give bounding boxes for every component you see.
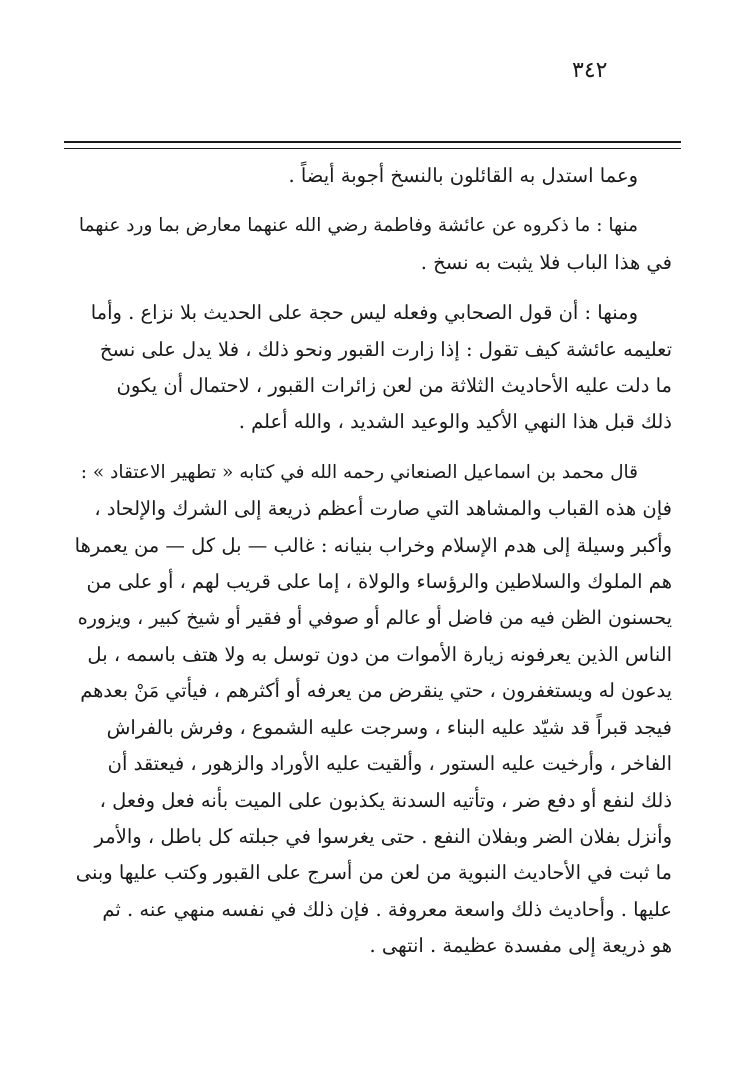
text-line: ما ثبت في الأحاديث النبوية من لعن من أسرج على القبور وكتب عليها وبنى xyxy=(75,861,672,885)
text-line: وعما استدل به القائلون بالنسخ أجوبة أيضاً . xyxy=(288,164,638,187)
text-line: وأنزل بفلان الضر وبفلان النفع . حتى يغرسوا في جبلته كل باطل ، والأمر xyxy=(94,824,672,848)
text-line: ذلك قبل هذا النهي الأكيد والوعيد الشديد ، والله أعلم . xyxy=(238,410,672,434)
paragraph-1 xyxy=(76,158,672,194)
text-line: فإن هذه القباب والمشاهد التي صارت أعظم ذريعة إلى الشرك والإلحاد ، xyxy=(94,497,672,521)
text-line: قال محمد بن اسماعيل الصنعاني رحمه الله في كتابه « تطهير الاعتقاد » : xyxy=(80,461,638,483)
text-line: يدعون له ويستغفرون ، حتي ينقرض من يعرفه أو أكثرهم ، فيأتي مَنْ بعدهم xyxy=(80,679,672,703)
text-line: فيجد قبراً قد شيّد عليه البناء ، وسرجت عليه الشموع ، وفرش بالفراش xyxy=(106,715,672,739)
text-line: الناس الذين يعرفونه زيارة الأموات من دون توسل به ولا هتف باسمه ، بل xyxy=(87,642,672,666)
text-line: يحسنون الظن فيه من فاضل أو عالم أو صوفي أو فقير أو شيخ كبير ، ويزوره xyxy=(77,607,672,630)
text-line: في هذا الباب فلا يثبت به نسخ . xyxy=(420,250,672,274)
text-line: منها : ما ذكروه عن عائشة وفاطمة رضي الله عنهما معارض بما ورد عنهما xyxy=(78,215,638,237)
text-line: ومنها : أن قول الصحابي وفعله ليس حجة على الحديث بلا نزاع . وأما xyxy=(90,301,638,325)
paragraph-3 xyxy=(76,295,672,441)
text-body xyxy=(76,158,672,965)
text-line: ما دلت عليه الأحاديث الثلاثة من لعن زائرات القبور ، لاحتمال أن يكون xyxy=(116,374,672,398)
text-line: هم الملوك والسلاطين والرؤساء والولاة ، إما على قريب لهم ، أو على من xyxy=(86,570,672,594)
paragraph-2 xyxy=(76,208,672,281)
paragraph-4 xyxy=(76,455,672,965)
text-line: تعليمه عائشة كيف تقول : إذا زارت القبور ونحو ذلك ، فلا يدل على نسخ xyxy=(99,337,672,361)
text-line: ذلك لنفع أو دفع ضر ، وتأتيه السدنة يكذبون على الميت بأنه فعل وفعل ، xyxy=(99,788,672,812)
text-line: هو ذريعة إلى مفسدة عظيمة . انتهى . xyxy=(369,934,672,958)
text-line: عليها . وأحاديث ذلك واسعة معروفة . فإن ذلك في نفسه منهي عنه . ثم xyxy=(102,897,672,921)
text-line: وأكبر وسيلة إلى هدم الإسلام وخراب بنيانه : غالب — بل كل — من يعمرها xyxy=(74,533,672,557)
page-number: ٣٤٢ xyxy=(572,58,608,83)
header-rule-thin xyxy=(64,148,681,149)
header-rule-thick xyxy=(64,141,681,143)
text-line: الفاخر ، وأرخيت عليه الستور ، وألقيت عليه الأوراد والزهور ، فيعتقد أن xyxy=(107,752,672,776)
